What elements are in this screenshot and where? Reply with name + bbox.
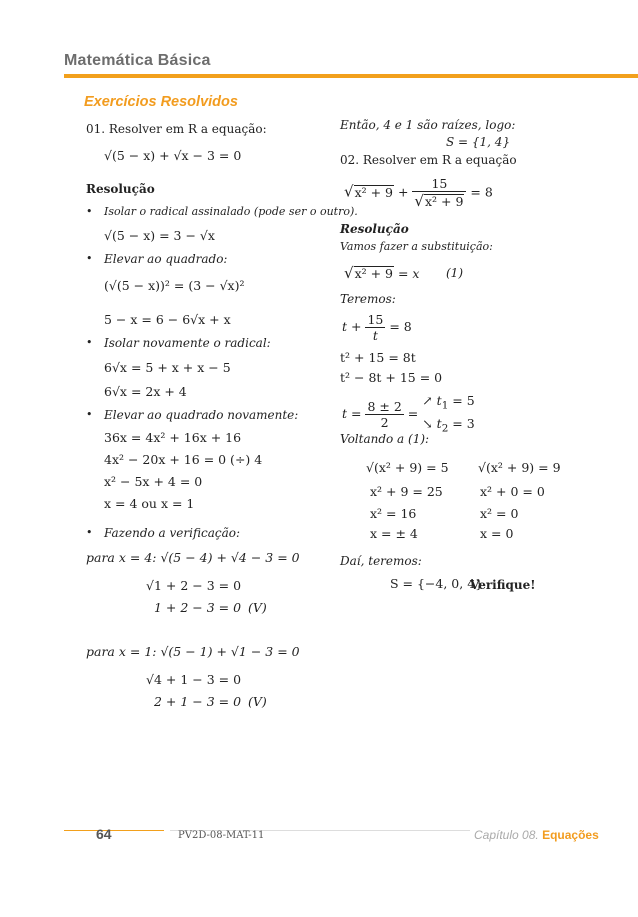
equation-2: √(5 − x) = 3 − √x <box>104 228 215 243</box>
verify-2b: √4 + 1 − 3 = 0 <box>146 672 242 687</box>
verify-1c: 1 + 2 − 3 = 0 <box>154 600 242 615</box>
verify-2c: 2 + 1 − 3 = 0 <box>154 694 242 709</box>
verify-2a: para x = 1: √(5 − 1) + √1 − 3 = 0 <box>86 644 300 659</box>
substitution-equation: √x² + 9 = x <box>344 264 420 282</box>
page-number: 64 <box>96 826 112 842</box>
roots-text: Então, 4 e 1 são raízes, logo: <box>340 118 516 132</box>
footer-code: PV2D-08-MAT-11 <box>178 830 265 841</box>
bullet: • <box>86 526 93 539</box>
equation-10: x = 4 ou x = 1 <box>104 496 195 511</box>
solution-set-2: S = {−4, 0, 4} <box>390 576 484 591</box>
bullet: • <box>86 336 93 349</box>
resolution-heading-1: Resolução <box>86 182 155 196</box>
verify-1-tag: (V) <box>248 600 267 615</box>
chapter-name: Equações <box>542 828 599 842</box>
t-quadratic-1: t² + 15 = 8t <box>340 350 416 365</box>
case-2b: x² + 0 = 0 <box>480 484 545 499</box>
bullet: • <box>86 252 93 265</box>
verify-1b: √1 + 2 − 3 = 0 <box>146 578 242 593</box>
substitution-text: Vamos fazer a substituição: <box>340 240 493 253</box>
solution-set-1: S = {1, 4} <box>446 135 511 149</box>
back-to-1: Voltando a (1): <box>340 432 430 446</box>
case-2d: x = 0 <box>480 526 514 541</box>
case-1c: x² = 16 <box>370 506 417 521</box>
step-isolate: Isolar o radical assinalado (pode ser o outro). <box>104 205 358 218</box>
bullet: • <box>86 408 93 421</box>
equation-8: 4x² − 20x + 16 = 0 (÷) 4 <box>104 452 263 467</box>
t-equation: t + $\frac{15}{t}$ = 8 <box>342 312 412 343</box>
equation-1: √(5 − x) + √x − 3 = 0 <box>104 148 242 163</box>
header-rule <box>64 74 638 78</box>
equation-q2: √x² + 9 + $\frac{15}{\text{√x² + 9}}$ = 8 <box>344 176 493 210</box>
resolution-heading-2: Resolução <box>340 222 409 236</box>
teremos: Teremos: <box>340 292 396 306</box>
question-2: 02. Resolver em R a equação <box>340 153 517 167</box>
step-square: Elevar ao quadrado: <box>104 252 228 266</box>
section-title: Exercícios Resolvidos <box>84 94 238 110</box>
equation-7: 36x = 4x² + 16x + 16 <box>104 430 242 445</box>
step-verify: Fazendo a verificação: <box>104 526 240 540</box>
equation-5: 6√x = 5 + x + x − 5 <box>104 360 231 375</box>
question-1: 01. Resolver em R a equação: <box>86 122 267 136</box>
verify-2-tag: (V) <box>248 694 267 709</box>
equation-3: (√(5 − x))² = (3 − √x)² <box>104 278 245 293</box>
case-1a: √(x² + 9) = 5 <box>366 460 449 475</box>
case-1d: x = ± 4 <box>370 526 418 541</box>
t-solution: t = $\frac{8 \pm 2}{2}$ = ↗ $t_1 = 5$ ↘ $t_2 = 3$ <box>342 393 475 434</box>
case-1b: x² + 9 = 25 <box>370 484 443 499</box>
chapter-label: Capítulo 08. <box>474 828 539 842</box>
dai-teremos: Daí, teremos: <box>340 554 422 568</box>
step-square-again: Elevar ao quadrado novamente: <box>104 408 299 422</box>
case-2a: √(x² + 9) = 9 <box>478 460 561 475</box>
equation-4: 5 − x = 6 − 6√x + x <box>104 312 231 327</box>
footer-chapter <box>474 828 599 842</box>
bullet: • <box>86 205 93 218</box>
step-isolate-again: Isolar novamente o radical: <box>104 336 271 350</box>
header-title: Matemática Básica <box>64 52 211 69</box>
t-quadratic-2: t² − 8t + 15 = 0 <box>340 370 443 385</box>
footer-rule-left <box>64 830 164 831</box>
equation-9: x² − 5x + 4 = 0 <box>104 474 203 489</box>
verify-note: Verifique! <box>470 578 536 592</box>
substitution-tag: (1) <box>446 266 463 280</box>
verify-1a: para x = 4: √(5 − 4) + √4 − 3 = 0 <box>86 550 300 565</box>
case-2c: x² = 0 <box>480 506 519 521</box>
equation-6: 6√x = 2x + 4 <box>104 384 187 399</box>
